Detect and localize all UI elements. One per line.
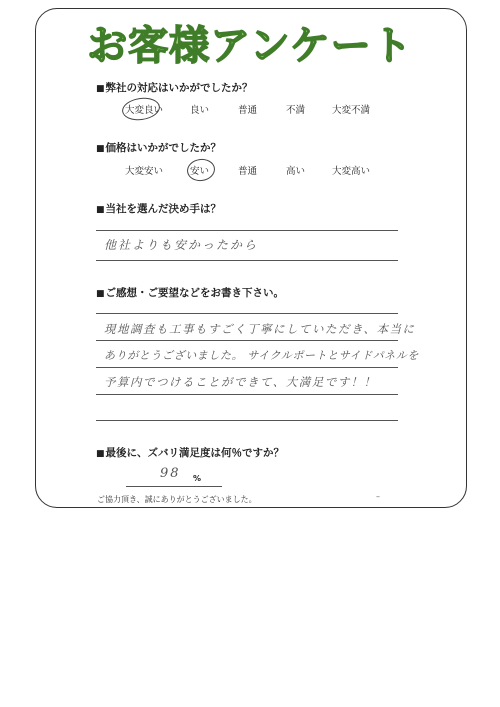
- q4-handwritten-line-3: 予算内でつけることができて、大満足です！！: [104, 375, 377, 389]
- survey-title: お客様アンケート: [87, 23, 413, 69]
- question-5-text: 最後に、ズバリ満足度は何％ですか？: [105, 447, 285, 459]
- q2-option-4: 高い: [286, 166, 306, 177]
- answer-line: [96, 260, 398, 261]
- q5-handwritten-answer: 98: [160, 466, 181, 481]
- q4-handwritten-line-2: ありがとうございました。 サイクルポートとサイドパネルを: [104, 349, 419, 362]
- bullet-square: ■: [96, 205, 105, 215]
- question-1: [96, 80, 253, 95]
- q4-handwritten-line-1: 現地調査も工事もすごく丁寧にしていただき、本当に: [104, 322, 416, 336]
- q1-option-4: 不満: [286, 105, 306, 116]
- bullet-square: ■: [96, 289, 105, 299]
- percent-unit: %: [193, 474, 202, 483]
- percent-line: [126, 486, 222, 487]
- question-1-text: 弊社の対応はいかがでしたか？: [105, 82, 253, 94]
- answer-line: [96, 420, 398, 421]
- question-3-text: 当社を選んだ決め手は？: [105, 203, 222, 215]
- q1-option-2: 良い: [190, 105, 210, 116]
- q2-option-2: 安い: [190, 166, 210, 177]
- answer-line: [96, 230, 398, 231]
- answer-line: [96, 367, 398, 368]
- question-3: [96, 201, 221, 216]
- q2-option-1: 大変安い: [125, 166, 164, 177]
- q1-option-3: 普通: [238, 105, 258, 116]
- q2-option-5: 大変高い: [332, 166, 371, 177]
- bullet-square: ■: [96, 144, 105, 154]
- q3-handwritten-answer: 他社よりも安かったから: [104, 238, 259, 252]
- q1-option-1: 大変良い: [125, 105, 164, 116]
- answer-line: [96, 313, 398, 314]
- bullet-square: ■: [96, 84, 105, 94]
- q2-option-3: 普通: [238, 166, 258, 177]
- question-4-text: ご感想・ご要望などをお書き下さい。: [105, 287, 285, 299]
- question-2: [96, 140, 221, 155]
- footer-mark: –: [376, 492, 380, 501]
- bullet-square: ■: [96, 449, 105, 459]
- q1-option-5: 大変不満: [332, 105, 371, 116]
- question-4: [96, 285, 284, 300]
- question-5: [96, 445, 284, 460]
- answer-line: [96, 394, 398, 395]
- footer-thanks: ご協力頂き、誠にありがとうございました。: [97, 495, 257, 504]
- answer-line: [96, 340, 398, 341]
- question-2-text: 価格はいかがでしたか？: [105, 142, 222, 154]
